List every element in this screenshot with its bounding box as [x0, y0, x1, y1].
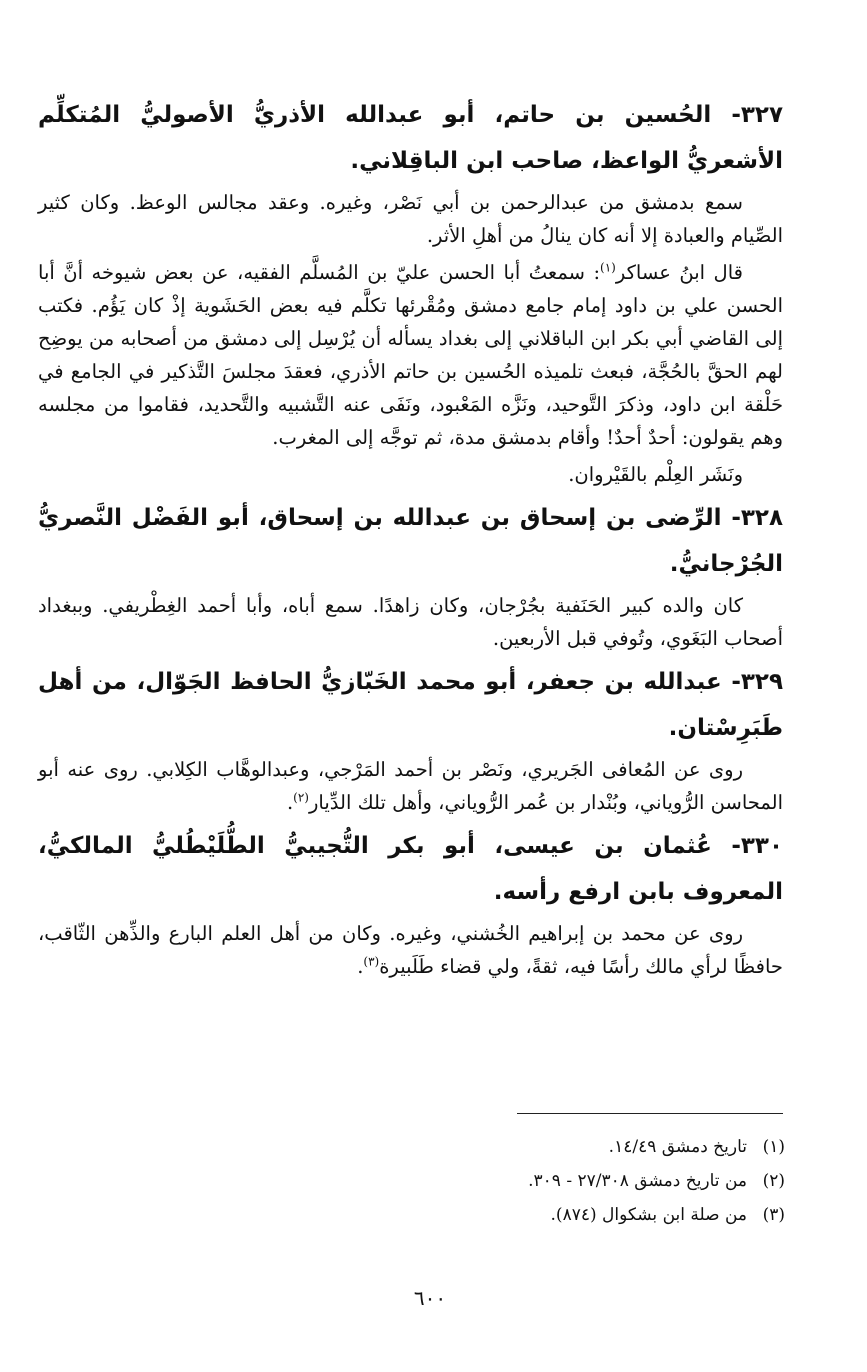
entry-paragraph: كان والده كبير الحَنَفية بجُرْجان، وكان زاهدًا. سمع أباه، وأبا أحمد الغِطْريفي. وببغداد أصحاب البَغَوي، وتُوفي قبل الأربعين.	[38, 594, 783, 650]
footnote-text: من تاريخ دمشق ٢٧/٣٠٨ - ٣٠٩.	[528, 1171, 747, 1191]
entry-paragraph: ونَشَر العِلْم بالقَيْروان.	[568, 463, 743, 486]
paragraph-text: : سمعتُ أبا الحسن عليّ بن المُسلَّم الفقيه، عن بعض شيوخه أنَّ أبا الحسن علي بن داود إمام جامع دمشق ومُقْرئها تكلَّم فيه بعض الحَشَوية إذْ كان يَؤُم. فكتب إلى القاضي أبي بكر ابن الباقلاني إلى بغداد يسأله أن يُرْسِل إلى دمشق من أصحابه من يوضِح لهم الحقَّ بالحُجَّة، فبعث تلميذه الحُسين بن حاتم الأذري، فعقدَ مجلسَ التَّذكير في الجامع في حَلْقة ابن داود، وذكرَ التَّوحيد، ونَزَّه المَعْبود، ونَفَى عنه التَّشبيه والتَّحديد، فقاموا من مجلسه وهم يقولون: أحدٌ أحدٌ! وأقام بدمشق مدة، ثم توجَّه إلى المغرب.	[38, 261, 783, 449]
footnote-separator	[517, 1113, 783, 1114]
footnote-1	[400, 1130, 785, 1164]
entry-heading: ٣٢٧- الحُسين بن حاتم، أبو عبدالله الأذريُّ الأصوليُّ المُتكلِّم الأشعريُّ الواعظ، صاحب ابن الباقِلاني.	[38, 102, 783, 174]
page-body	[38, 92, 783, 987]
entry-329	[38, 659, 783, 819]
page-number: ٦٠٠	[413, 1286, 447, 1310]
footnote-number: (٢)	[762, 1171, 785, 1191]
paragraph-text: روى عن محمد بن إبراهيم الخُشني، وغيره. وكان من أهل العلم البارع والذِّهن الثّاقب، حافظًا لرأي مالك رأسًا فيه، ثقةً، ولي قضاء طَلَبيرة	[38, 922, 783, 978]
footnote-text: من صلة ابن بشكوال (٨٧٤).	[550, 1205, 747, 1225]
footnote-marker: (٢)	[293, 790, 309, 805]
footnote-3	[400, 1198, 785, 1232]
footnote-number: (١)	[762, 1137, 785, 1157]
paragraph-text: قال ابنُ عساكر	[615, 261, 743, 284]
entry-paragraph: سمع بدمشق من عبدالرحمن بن أبي نَصْر، وغيره. وعقد مجالس الوعظ. وكان كثير الصِّيام والعبادة إلا أنه كان ينالُ من أهلِ الأثر.	[38, 191, 783, 247]
entry-heading: ٣٢٨- الرِّضى بن إسحاق بن عبدالله بن إسحاق، أبو الفَضْل النَّصريُّ الجُرْجانيُّ.	[38, 505, 783, 577]
entry-330	[38, 823, 783, 983]
entry-327	[38, 92, 783, 491]
footnote-2	[400, 1164, 785, 1198]
paragraph-text: .	[357, 955, 364, 978]
paragraph-text: .	[286, 791, 294, 814]
entry-heading: ٣٣٠- عُثمان بن عيسى، أبو بكر التُّجيبيُّ الطُّلَيْطُليُّ المالكيُّ، المعروف بابن ارفع رأسه.	[38, 833, 783, 905]
entry-heading: ٣٢٩- عبدالله بن جعفر، أبو محمد الخَبّازيُّ الحافظ الجَوّال، من أهل طَبَرِسْتان.	[38, 669, 783, 741]
entry-paragraph	[38, 917, 783, 983]
footnote-marker: (١)	[600, 260, 616, 275]
footnote-marker: (٣)	[363, 954, 380, 969]
entry-328	[38, 495, 783, 655]
footnote-number: (٣)	[762, 1205, 785, 1225]
paragraph-text: روى عن المُعافى الجَريري، ونَصْر بن أحمد المَرْجي، وعبدالوهَّاب الكِلابي. روى عنه أبو المحاسن الرُّوياني، وبُنْدار بن عُمر الرُّوياني، وأهل تلك الدِّيار	[38, 758, 783, 814]
entry-paragraph	[38, 256, 783, 454]
entry-paragraph	[38, 753, 783, 819]
footnote-text: تاريخ دمشق ١٤/٤٩.	[608, 1137, 747, 1157]
footnotes	[400, 1130, 785, 1232]
